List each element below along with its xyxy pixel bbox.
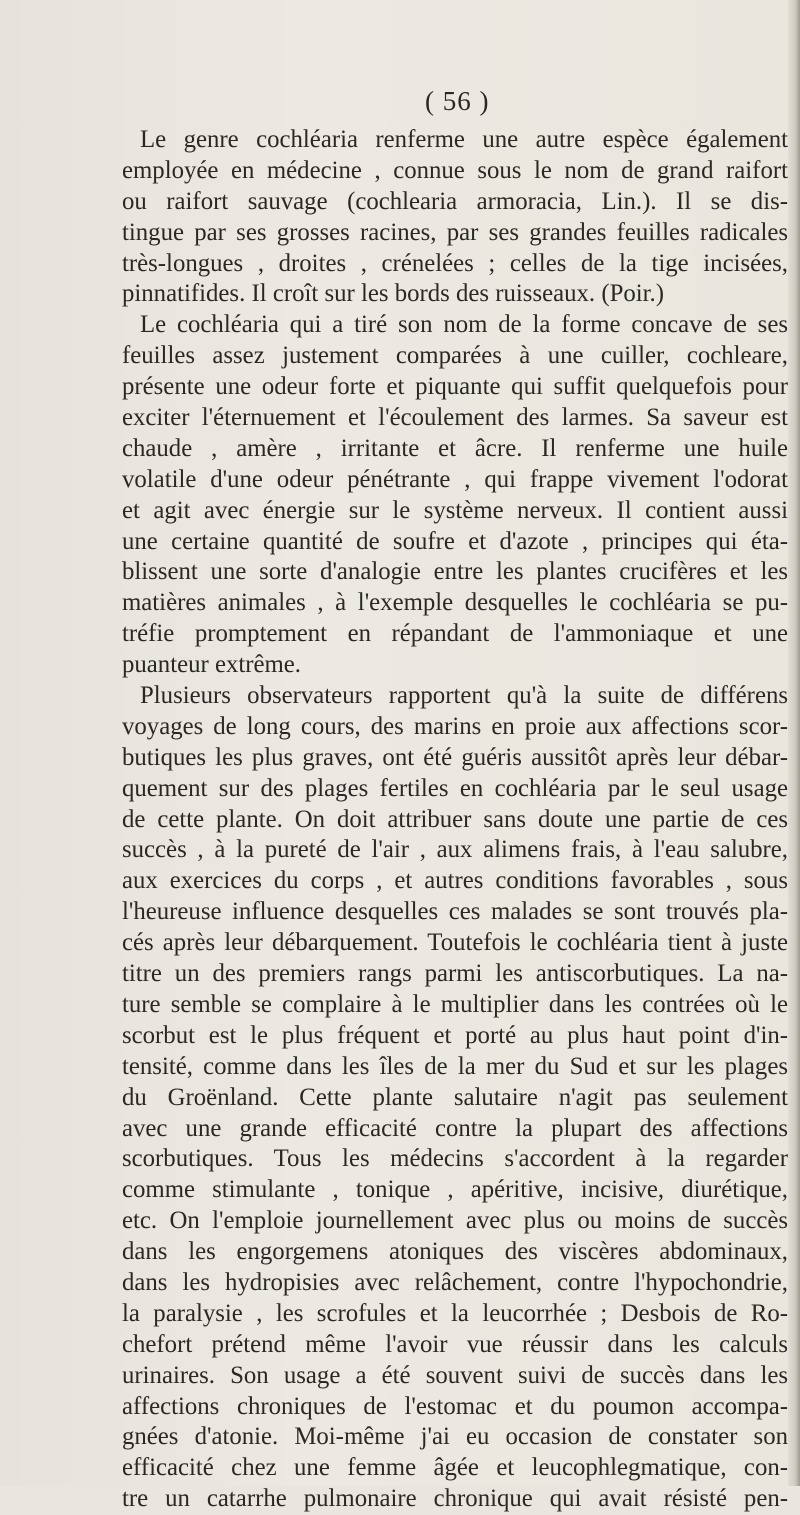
text-line: de cette plante. On doit attribuer sans doute une partie de ces [122, 805, 788, 833]
text-line: etc. On l'emploie journellement avec plus ou moins de succès [122, 1207, 788, 1235]
page-number: ( 56 ) [425, 86, 490, 116]
text-line: dans les engorgemens atoniques des viscères abdominaux, [122, 1238, 788, 1266]
text-line: tre un catarrhe pulmonaire chronique qui avait résisté pen- [122, 1485, 788, 1513]
text-line: Plusieurs observateurs rapportent qu'à la suite de différens [140, 682, 788, 710]
page-edge-shadow [788, 0, 800, 1486]
text-line: très-longues , droites , crénelées ; celles de la tige incisées, [122, 249, 788, 277]
text-line: Le genre cochléaria renferme une autre espèce également [140, 126, 788, 153]
text-line: efficacité chez une femme âgée et leucophlegmatique, con- [122, 1454, 788, 1482]
text-line: volatile d'une odeur pénétrante , qui frappe vivement l'odorat [122, 465, 788, 493]
text-line: gnées d'atonie. Moi-même j'ai eu occasion de constater son [122, 1423, 788, 1451]
text-line: comme stimulante , tonique , apéritive, incisive, diurétique, [122, 1176, 788, 1204]
text-line: titre un des premiers rangs parmi les antiscorbutiques. La na- [122, 960, 788, 988]
text-line: quement sur des plages fertiles en cochléaria par le seul usage [122, 774, 788, 802]
text-line: tingue par ses grosses racines, par ses grandes feuilles radicales [122, 218, 788, 246]
text-line: urinaires. Son usage a été souvent suivi de succès dans les [122, 1361, 788, 1389]
text-line: dans les hydropisies avec relâchement, contre l'hypochondrie, [122, 1268, 788, 1296]
text-line: Le cochléaria qui a tiré son nom de la forme concave de ses [140, 311, 788, 339]
text-line: tensité, comme dans les îles de la mer du Sud et sur les plages [122, 1052, 788, 1080]
text-line: du Groënland. Cette plante salutaire n'agit pas seulement [122, 1083, 788, 1111]
text-line: puanteur extrême. [122, 651, 302, 679]
text-line: chefort prétend même l'avoir vue réussir dans les calculs [122, 1330, 788, 1358]
text-line: pinnatifides. Il croît sur les bords des ruisseaux. (Poir.) [122, 280, 664, 308]
text-line: cés après leur débarquement. Toutefois le cochléaria tient à juste [122, 929, 788, 957]
text-line: matières animales , à l'exemple desquelles le cochléaria se pu- [122, 589, 788, 617]
text-line: voyages de long cours, des marins en proie aux affections scor- [122, 712, 788, 740]
text-line: blissent une sorte d'analogie entre les plantes crucifères et les [122, 558, 788, 586]
text-line: feuilles assez justement comparées à une cuiller, cochleare, [122, 342, 788, 370]
text-line: chaude , amère , irritante et âcre. Il renferme une huile [122, 434, 788, 462]
text-line: ture semble se complaire à le multiplier dans les contrées où le [122, 990, 788, 1018]
text-line: exciter l'éternuement et l'écoulement des larmes. Sa saveur est [122, 404, 788, 432]
text-line: butiques les plus graves, ont été guéris aussitôt après leur débar- [122, 743, 788, 771]
text-line: une certaine quantité de soufre et d'azote , principes qui éta- [122, 527, 788, 555]
text-line: employée en médecine , connue sous le nom de grand raifort [122, 156, 788, 184]
text-line: avec une grande efficacité contre la plupart des affections [122, 1114, 788, 1142]
text-line: et agit avec énergie sur le système nerveux. Il contient aussi [122, 496, 788, 524]
text-line: affections chroniques de l'estomac et du poumon accompa- [122, 1392, 788, 1420]
body-text [122, 125, 788, 1515]
text-line: aux exercices du corps , et autres conditions favorables , sous [122, 867, 788, 895]
text-line: ou raifort sauvage (cochlearia armoracia, Lin.). Il se dis- [122, 187, 788, 215]
text-line: scorbutiques. Tous les médecins s'accordent à la regarder [122, 1145, 788, 1173]
text-line: succès , à la pureté de l'air , aux alimens frais, à l'eau salubre, [122, 836, 788, 864]
text-line: scorbut est le plus fréquent et porté au plus haut point d'in- [122, 1021, 788, 1049]
text-line: l'heureuse influence desquelles ces malades se sont trouvés pla- [122, 898, 788, 926]
text-line: présente une odeur forte et piquante qui suffit quelquefois pour [122, 373, 788, 401]
text-line: la paralysie , les scrofules et la leucorrhée ; Desbois de Ro- [122, 1299, 788, 1327]
text-line: tréfie promptement en répandant de l'ammoniaque et une [122, 620, 788, 648]
